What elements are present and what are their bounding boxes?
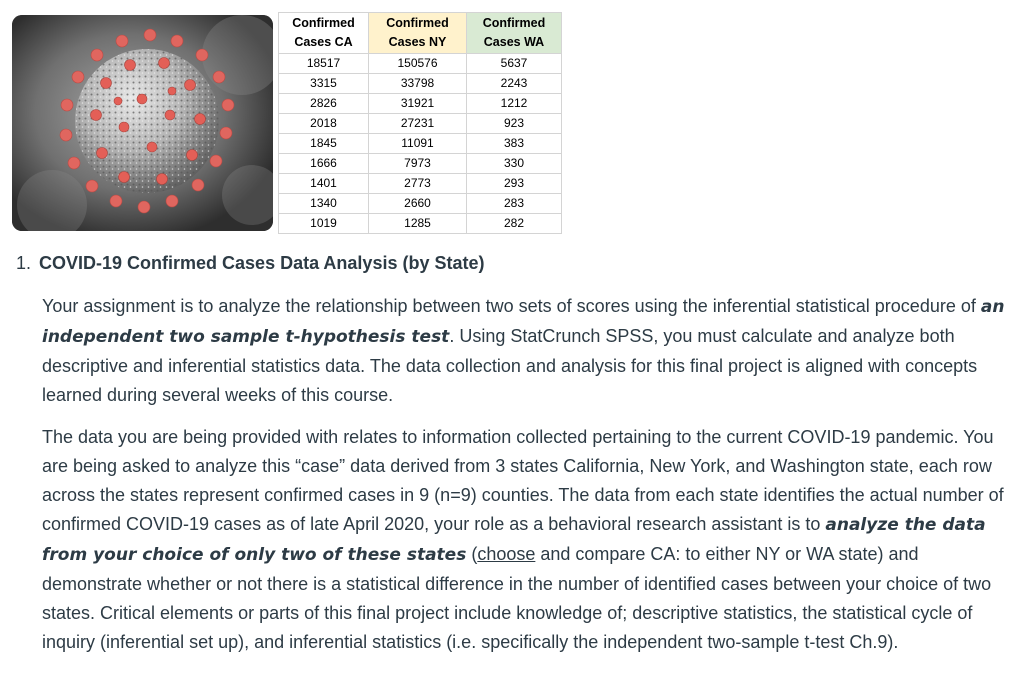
paragraph1-text-b: . Using StatCrunch SPSS, you must calculate and analyze both descriptive and inferential statistics data. The data collection and analysis for this final project is aligned with concepts learned during several weeks of this course. xyxy=(42,326,978,405)
table-row xyxy=(279,174,562,194)
cell-wa: 293 xyxy=(467,174,562,194)
cell-wa: 330 xyxy=(467,154,562,174)
cell-ca: 1019 xyxy=(279,214,369,234)
cell-ca: 2018 xyxy=(279,114,369,134)
table-row xyxy=(279,214,562,234)
cell-ca: 3315 xyxy=(279,74,369,94)
cell-ny: 27231 xyxy=(369,114,467,134)
cell-wa: 2243 xyxy=(467,74,562,94)
table-row xyxy=(279,74,562,94)
table-row xyxy=(279,54,562,74)
header-ca-line1: Confirmed xyxy=(292,16,355,30)
cell-wa: 923 xyxy=(467,114,562,134)
table-row xyxy=(279,194,562,214)
header-wa xyxy=(467,13,562,54)
section-title: COVID-19 Confirmed Cases Data Analysis (by State) xyxy=(39,253,485,273)
header-wa-line2: Cases WA xyxy=(483,35,545,49)
section-number: 1. xyxy=(16,253,32,273)
cell-ca: 1340 xyxy=(279,194,369,214)
cell-ny: 150576 xyxy=(369,54,467,74)
cell-wa: 5637 xyxy=(467,54,562,74)
paragraph2-text-a: The data you are being provided with relates to information collected pertaining to the current COVID-19 pandemic. You are being asked to analyze this “case” data derived from 3 states California, New York, and Washington state, each row across the states represent confirmed cases in 9 (n=9) counties. The data from each state identifies the actual number of confirmed COVID-19 cases as of late April 2020, your role as a behavioral research assistant is to xyxy=(42,427,1004,534)
table-row xyxy=(279,114,562,134)
paragraph2-emphasis: analyze the data from your choice of only two of these states xyxy=(42,515,986,565)
coronavirus-illustration xyxy=(12,15,273,231)
header-ny-line1: Confirmed xyxy=(386,16,449,30)
cell-ny: 2660 xyxy=(369,194,467,214)
header-ca xyxy=(279,13,369,54)
cell-wa: 1212 xyxy=(467,94,562,114)
cell-ny: 2773 xyxy=(369,174,467,194)
cell-ca: 1666 xyxy=(279,154,369,174)
paragraph2-text-b: ( xyxy=(466,544,478,564)
cell-ny: 11091 xyxy=(369,134,467,154)
paragraph2-text-c: and compare CA: to either NY or WA state) and demonstrate whether or not there is a statistical difference in the number of identified cases between your choice of two states. Critical elements or parts of this final project include knowledge of; descriptive statistics, the statistical cycle of inquiry (inferential set up), and inferential statistics (i.e. specifically the independent two-sample t-test Ch.9). xyxy=(42,544,992,652)
cell-ca: 1845 xyxy=(279,134,369,154)
paragraph1-text-a: Your assignment is to analyze the relationship between two sets of scores using the inferential statistical procedure of xyxy=(42,296,981,316)
cell-wa: 282 xyxy=(467,214,562,234)
header-ny-line2: Cases NY xyxy=(388,35,447,49)
cell-wa: 383 xyxy=(467,134,562,154)
cell-ny: 7973 xyxy=(369,154,467,174)
table-row xyxy=(279,94,562,114)
section-heading xyxy=(16,253,484,274)
cell-ca: 1401 xyxy=(279,174,369,194)
table-row xyxy=(279,134,562,154)
paragraph2-underline: choose xyxy=(477,544,536,564)
cell-ny: 31921 xyxy=(369,94,467,114)
table-row xyxy=(279,154,562,174)
coronavirus-image xyxy=(12,15,273,231)
paragraph1-emphasis: an independent two sample t-hypothesis test xyxy=(42,297,1005,347)
header-wa-line1: Confirmed xyxy=(482,16,546,30)
cell-ny: 1285 xyxy=(369,214,467,234)
header-ca-line2: Cases CA xyxy=(294,35,353,49)
table-header-row xyxy=(279,13,562,54)
cell-ny: 33798 xyxy=(369,74,467,94)
header-ny xyxy=(369,13,467,54)
data-description-paragraph xyxy=(42,423,1022,657)
cell-ca: 2826 xyxy=(279,94,369,114)
cell-ca: 18517 xyxy=(279,54,369,74)
cell-wa: 283 xyxy=(467,194,562,214)
confirmed-cases-table xyxy=(278,12,562,234)
assignment-paragraph xyxy=(42,292,1022,410)
